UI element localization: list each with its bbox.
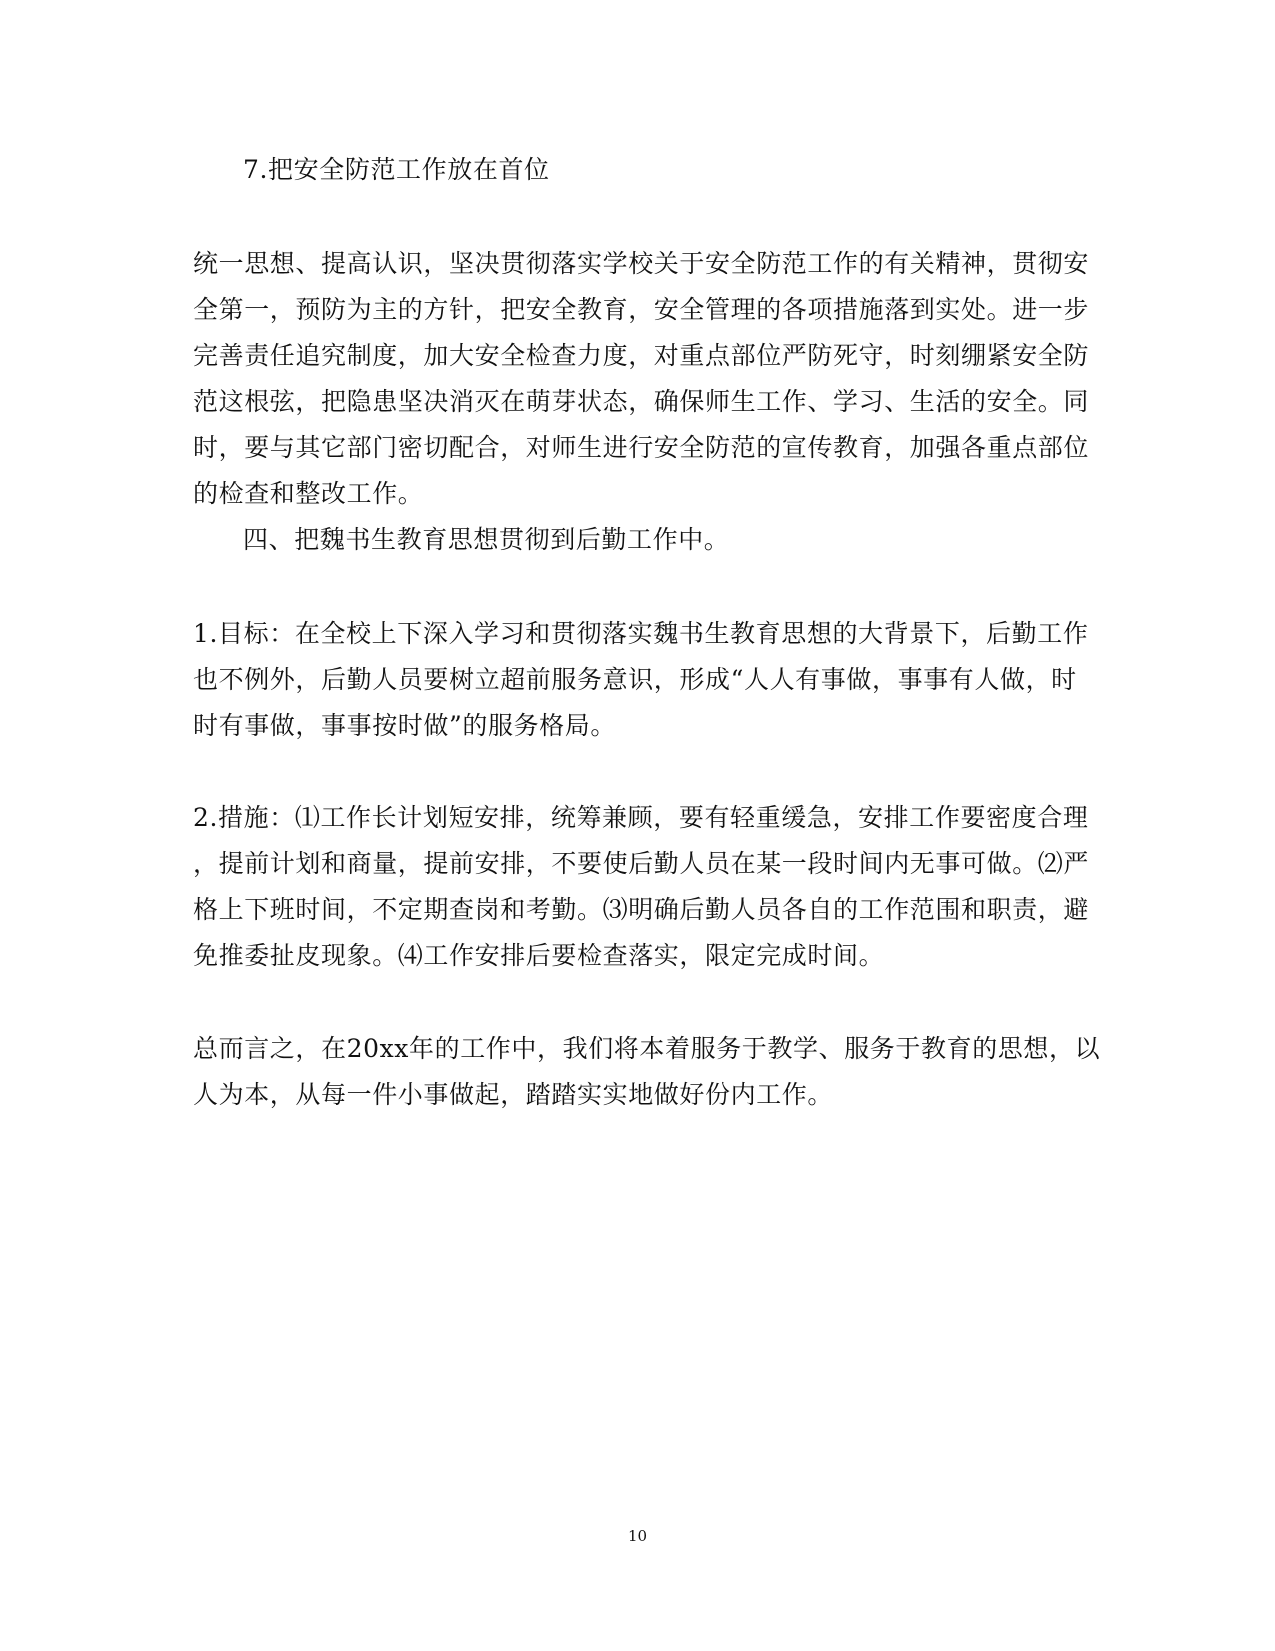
paragraph-line: 总而言之，在20xx年的工作中，我们将本着服务于教学、服务于教育的思想，以 (193, 1034, 1101, 1063)
paragraph-line: 的检查和整改工作。 (193, 479, 424, 508)
paragraph-line: 格上下班时间，不定期查岗和考勤。⑶明确后勤人员各自的工作范围和职责，避 (193, 895, 1090, 924)
paragraph-line: 1.目标：在全校上下深入学习和贯彻落实魏书生教育思想的大背景下，后勤工作 (193, 619, 1089, 648)
page-number: 10 (627, 1527, 648, 1545)
paragraph-line: 统一思想、提高认识，坚决贯彻落实学校关于安全防范工作的有关精神，贯彻安 (193, 249, 1090, 278)
paragraph-line: 也不例外，后勤人员要树立超前服务意识，形成“人人有事做，事事有人做，时 (193, 665, 1077, 694)
section-heading-7: 7.把安全防范工作放在首位 (243, 155, 550, 184)
paragraph-line: 免推委扯皮现象。⑷工作安排后要检查落实，限定完成时间。 (193, 941, 885, 970)
section-heading-4: 四、把魏书生教育思想贯彻到后勤工作中。 (243, 525, 730, 554)
paragraph-line: 时，要与其它部门密切配合，对师生进行安全防范的宣传教育，加强各重点部位 (193, 433, 1090, 462)
paragraph-line: 人为本，从每一件小事做起，踏踏实实地做好份内工作。 (193, 1080, 834, 1109)
paragraph-line: 完善责任追究制度，加大安全检查力度，对重点部位严防死守，时刻绷紧安全防 (193, 341, 1090, 370)
paragraph-line: ，提前计划和商量，提前安排，不要使后勤人员在某一段时间内无事可做。⑵严 (193, 849, 1090, 878)
paragraph-line: 2.措施：⑴工作长计划短安排，统筹兼顾，要有轻重缓急，安排工作要密度合理 (193, 803, 1089, 832)
paragraph-line: 时有事做，事事按时做”的服务格局。 (193, 711, 616, 740)
paragraph-line: 全第一，预防为主的方针，把安全教育，安全管理的各项措施落到实处。进一步 (193, 295, 1090, 324)
paragraph-line: 范这根弦，把隐患坚决消灭在萌芽状态，确保师生工作、学习、生活的安全。同 (193, 387, 1090, 416)
